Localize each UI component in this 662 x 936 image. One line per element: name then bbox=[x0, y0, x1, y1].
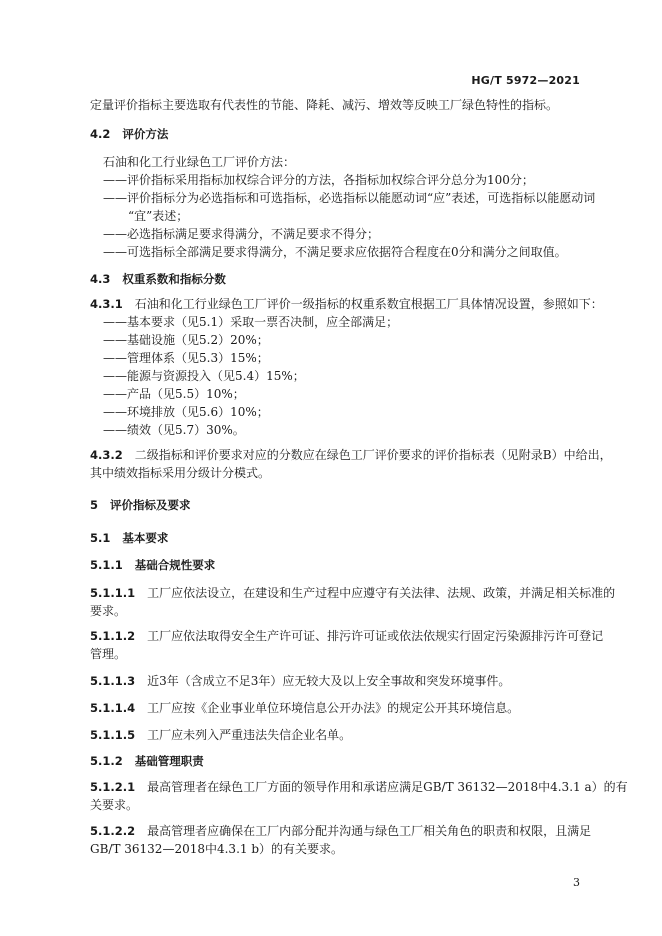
clause-continuation: 其中绩效指标采用分级计分模式。 bbox=[90, 466, 271, 480]
section-heading-4-2 bbox=[90, 125, 168, 143]
clause-number: 5.1.1.4 bbox=[90, 701, 136, 715]
clause-number: 4.3.1 bbox=[90, 297, 123, 311]
list-item: ——评价指标分为必选指标和可选指标，必选指标以能愿动词“应”表述，可选指标以能愿动词 bbox=[103, 191, 596, 205]
chapter-title: 评价指标及要求 bbox=[110, 498, 191, 512]
section-title: 评价方法 bbox=[122, 127, 169, 141]
list-item: ——必选指标满足要求得满分，不满足要求不得分； bbox=[103, 227, 380, 241]
clause-text: 最高管理者在绿色工厂方面的领导作用和承诺应满足GB/T 36132—2018中4.3.1 a）的有 bbox=[147, 780, 628, 794]
clause-number: 5.1.1.3 bbox=[90, 674, 136, 688]
section-number: 4.3 bbox=[90, 272, 111, 286]
section-title: 基本要求 bbox=[122, 531, 169, 545]
document-code: HG/T 5972—2021 bbox=[471, 74, 580, 87]
section-heading-5-1-1 bbox=[90, 556, 215, 574]
clause-number: 5.1.2.1 bbox=[90, 780, 136, 794]
list-item: ——评价指标采用指标加权综合评分的方法，各指标加权综合评分总分为100分； bbox=[103, 173, 534, 187]
section-title: 基础合规性要求 bbox=[134, 558, 216, 572]
clause-5-1-1-2 bbox=[90, 627, 603, 645]
page-number: 3 bbox=[573, 876, 580, 889]
section-number: 4.2 bbox=[90, 127, 111, 141]
clause-text: 工厂应依法设立，在建设和生产过程中应遵守有关法律、法规、政策，并满足相关标准的 bbox=[147, 586, 616, 600]
list-item: ——可选指标全部满足要求得满分，不满足要求应依据符合程度在0分和满分之间取值。 bbox=[103, 245, 567, 259]
section-title: 权重系数和指标分数 bbox=[122, 272, 226, 286]
clause-text: 工厂应按《企业事业单位环境信息公开办法》的规定公开其环境信息。 bbox=[147, 701, 520, 715]
clause-text: 石油和化工行业绿色工厂评价一级指标的权重系数宜根据工厂具体情况设置，参照如下： bbox=[134, 297, 603, 311]
section-heading-4-3 bbox=[90, 270, 226, 288]
list-item: ——管理体系（见5.3）15%； bbox=[103, 351, 269, 365]
clause-5-1-2-1 bbox=[90, 778, 628, 796]
list-item: ——基本要求（见5.1）采取一票否决制，应全部满足； bbox=[103, 315, 399, 329]
clause-5-1-1-3 bbox=[90, 672, 510, 690]
clause-text: 近3年（含成立不足3年）应无较大及以上安全事故和突发环境事件。 bbox=[147, 674, 511, 688]
clause-continuation: 管理。 bbox=[90, 647, 127, 661]
list-item: ——基础设施（见5.2）20%； bbox=[103, 333, 269, 347]
section-number: 5.1.1 bbox=[90, 558, 123, 572]
section-number: 5.1 bbox=[90, 531, 111, 545]
clause-5-1-1-5 bbox=[90, 726, 351, 744]
clause-number: 5.1.1.5 bbox=[90, 728, 136, 742]
clause-number: 5.1.1.1 bbox=[90, 586, 136, 600]
list-item-continuation: “宜”表述； bbox=[128, 209, 189, 223]
clause-5-1-2-2 bbox=[90, 822, 591, 840]
clause-continuation: GB/T 36132—2018中4.3.1 b）的有关要求。 bbox=[90, 842, 344, 856]
section-title: 基础管理职责 bbox=[134, 754, 204, 768]
list-item: ——环境排放（见5.6）10%； bbox=[103, 405, 269, 419]
section-heading-5-1-2 bbox=[90, 752, 204, 770]
clause-4-3-1 bbox=[90, 295, 603, 313]
chapter-heading-5 bbox=[90, 496, 191, 514]
list-item: ——能源与资源投入（见5.4）15%； bbox=[103, 369, 305, 383]
section-heading-5-1 bbox=[90, 529, 168, 547]
clause-text: 工厂应依法取得安全生产许可证、排污许可证或依法依规实行固定污染源排污许可登记 bbox=[147, 629, 604, 643]
clause-5-1-1-4 bbox=[90, 699, 519, 717]
clause-number: 5.1.1.2 bbox=[90, 629, 136, 643]
clause-continuation: 要求。 bbox=[90, 604, 127, 618]
clause-number: 4.3.2 bbox=[90, 448, 123, 462]
chapter-number: 5 bbox=[90, 498, 99, 512]
section-number: 5.1.2 bbox=[90, 754, 123, 768]
paragraph: 定量评价指标主要选取有代表性的节能、降耗、减污、增效等反映工厂绿色特性的指标。 bbox=[90, 98, 559, 112]
clause-number: 5.1.2.2 bbox=[90, 824, 136, 838]
clause-5-1-1-1 bbox=[90, 584, 615, 602]
paragraph: 石油和化工行业绿色工厂评价方法： bbox=[103, 155, 296, 169]
list-item: ——绩效（见5.7）30%。 bbox=[103, 423, 245, 437]
list-item: ——产品（见5.5）10%； bbox=[103, 387, 245, 401]
clause-text: 工厂应未列入严重违法失信企业名单。 bbox=[147, 728, 352, 742]
clause-text: 最高管理者应确保在工厂内部分配并沟通与绿色工厂相关角色的职责和权限，且满足 bbox=[147, 824, 592, 838]
clause-4-3-2 bbox=[90, 446, 612, 464]
clause-continuation: 关要求。 bbox=[90, 798, 139, 812]
clause-text: 二级指标和评价要求对应的分数应在绿色工厂评价要求的评价指标表（见附录B）中给出， bbox=[134, 448, 612, 462]
